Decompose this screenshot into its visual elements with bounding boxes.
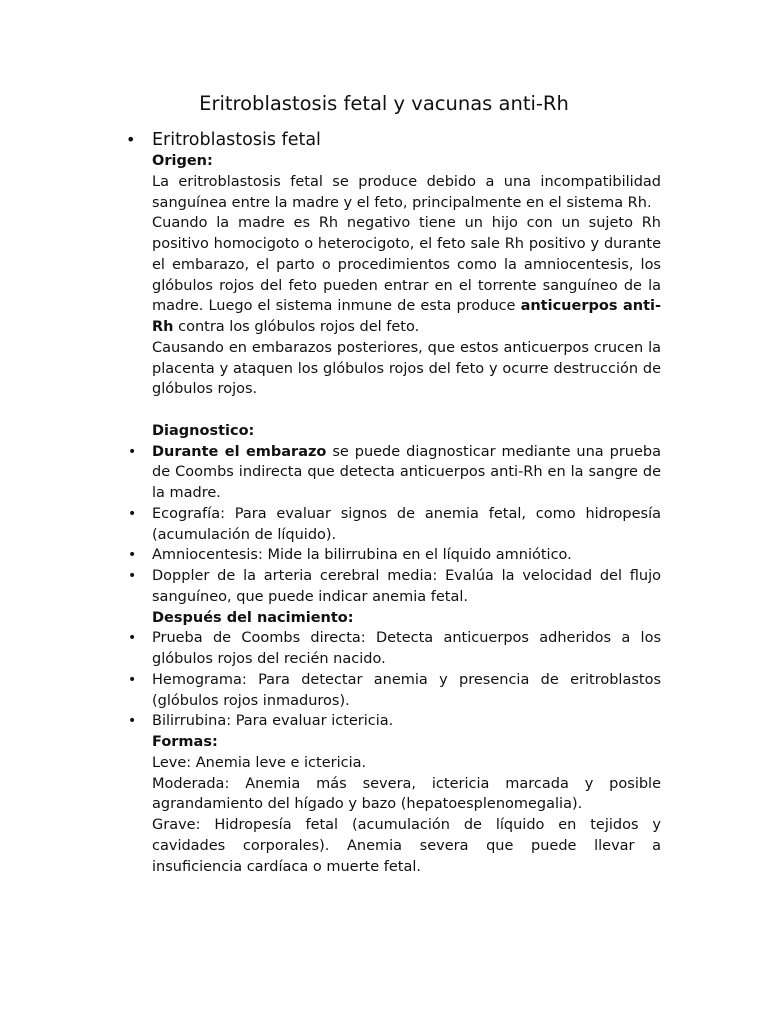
origen-paragraph-2-text-b: contra los glóbulos rojos del feto.: [173, 319, 420, 335]
formas-heading: Formas:: [152, 734, 218, 750]
diagnostico-item-1: [152, 442, 661, 504]
despues-item-1: • Prueba de Coombs directa: Detecta anticuerpos adheridos a los glóbulos rojos del recién nacido.: [152, 628, 661, 670]
despues-heading: Después del nacimiento:: [152, 609, 354, 626]
formas-moderada: Moderada: Anemia más severa, ictericia marcada y posible agrandamiento del hígado y bazo (hepatoesplenomegalia).: [152, 775, 661, 813]
anticuerpos-emphasis: anticuerpos anti-Rh: [152, 298, 661, 335]
diagnostico-item-1-text: se puede diagnosticar mediante una prueba de Coombs indirecta que detecta anticuerpos anti-Rh en la sangre de la madre.: [152, 443, 661, 501]
diagnostico-item-1-emphasis: Durante el embarazo: [152, 443, 327, 460]
despues-list: [152, 628, 661, 732]
section-title: Eritroblastosis fetal: [152, 130, 321, 150]
origen-paragraph-1: La eritroblastosis fetal se produce debido a una incompatibilidad sanguínea entre la madre y el feto, principalmente en el sistema Rh.: [152, 173, 661, 211]
despues-item-3: • Bilirrubina: Para evaluar ictericia.: [152, 711, 661, 732]
origen-paragraph-2-text-a: Cuando la madre es Rh negativo tiene un hijo con un sujeto Rh positivo homocigoto o heterocigoto, el feto sale Rh positivo y durante el embarazo, el parto o procedimientos como la amniocentesis, los glóbulos rojos del feto pueden entrar en el torrente sanguíneo de la madre. Luego el sistema inmune de esta produce: [152, 215, 661, 315]
blank-line: [152, 400, 661, 421]
diagnostico-list: [152, 442, 661, 608]
origen-paragraph-3: Causando en embarazos posteriores, que estos anticuerpos crucen la placenta y ataquen los glóbulos rojos del feto y ocurre destrucción de glóbulos rojos.: [152, 339, 661, 398]
section-bullet: •: [126, 130, 136, 149]
origen-heading: Origen:: [152, 153, 213, 169]
document-title: Eritroblastosis fetal y vacunas anti-Rh: [199, 92, 569, 115]
formas-grave: Grave: Hidropesía fetal (acumulación de líquido en tejidos y cavidades corporales). Anemia severa que puede llevar a insuficiencia cardíaca o muerte fetal.: [152, 817, 661, 875]
despues-item-2: • Hemograma: Para detectar anemia y presencia de eritroblastos (glóbulos rojos inmaduros).: [152, 670, 661, 712]
section-content: [152, 151, 661, 877]
diagnostico-item-2: • Ecografía: Para evaluar signos de anemia fetal, como hidropesía (acumulación de líquido).: [152, 504, 661, 546]
diagnostico-heading: Diagnostico:: [152, 422, 255, 439]
diagnostico-item-3: • Amniocentesis: Mide la bilirrubina en el líquido amniótico.: [152, 545, 661, 566]
formas-leve: Leve: Anemia leve e ictericia.: [152, 754, 367, 771]
diagnostico-item-4: • Doppler de la arteria cerebral media: Evalúa la velocidad del flujo sanguíneo, que puede indicar anemia fetal.: [152, 566, 661, 608]
origen-paragraph-2: [152, 213, 661, 338]
